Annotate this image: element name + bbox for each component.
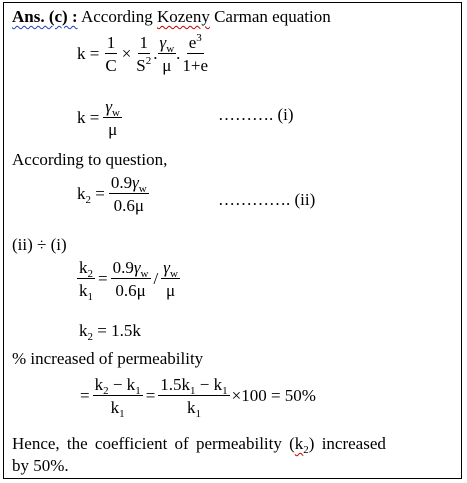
k2-result: $k_2 = 1.5k$: [79, 321, 141, 343]
fraction-gamma-w-over-mu: $\frac{\gamma_w}{\mu}$: [105, 97, 120, 139]
fraction-k2-over-k1: $\frac{k_2}{k_1}$: [79, 258, 93, 303]
ratio-equation: $\frac{k_2}{k_1}$ = $\frac{0.9\gamma_w}{0.6\mu}$ / $\frac{\gamma_w}{\mu}$: [79, 258, 178, 303]
eq1-lhs: k =: [77, 44, 100, 63]
fraction-1-over-c: $\frac{1}{C}$: [105, 33, 117, 75]
intro-rest: Carman equation: [209, 7, 331, 26]
according-text: According to question,: [12, 150, 168, 169]
kozeny-word: Kozeny: [156, 7, 210, 26]
fraction-e3-over-1pe: $\frac{e^3}{1+e}$: [182, 32, 209, 75]
fraction-1-over-s2: $\frac{1}{S^2}$: [136, 33, 152, 75]
conclusion-line-2: by 50%.: [12, 456, 69, 475]
times-100-result: ×100 = 50%: [231, 386, 316, 405]
fraction-ratio-left: $\frac{0.9\gamma_w}{0.6\mu}$: [112, 258, 149, 300]
equation-i: k = $\frac{\gamma_w}{\mu}$: [77, 97, 120, 139]
times-sign: ×: [121, 44, 132, 63]
fraction-ratio-right: $\frac{\gamma_w}{\mu}$: [163, 258, 178, 300]
percentage-equation: = $\frac{k_2 - k_1}{k_1}$ = $\frac{1.5k_1 - k_1}{k_1}$ ×100 = 50%: [80, 375, 316, 420]
fraction-k2-minus-k1: $\frac{k_2 - k_1}{k_1}$: [94, 375, 141, 420]
answer-label: Ans. (c) :: [12, 7, 78, 26]
equation-i-tag: ………. (i): [218, 105, 294, 124]
dot-1: .: [153, 44, 158, 63]
division-label: (ii) ÷ (i): [12, 235, 67, 254]
increase-label: % increased of permeability: [12, 349, 204, 368]
fraction-gamma-over-mu: $\frac{\gamma_w}{\mu}$: [159, 33, 175, 75]
conclusion-line-1: Hence, the coefficient of permeability $(k_2)$ increased: [12, 434, 386, 456]
answer-heading: [12, 8, 331, 25]
fraction-15k1-minus-k1: $\frac{1.5k_1 - k_1}{k_1}$: [160, 375, 228, 420]
fraction-09gamma-over-06mu: $\frac{0.9\gamma_w}{0.6\mu}$: [110, 173, 147, 215]
kozeny-carman-equation: [77, 34, 210, 74]
equation-ii-tag: …………. (ii): [218, 190, 316, 209]
intro-text: According: [77, 7, 157, 26]
dot-2: .: [176, 44, 181, 63]
equation-ii: $k_2$ = $\frac{0.9\gamma_w}{0.6\mu}$: [77, 173, 147, 215]
